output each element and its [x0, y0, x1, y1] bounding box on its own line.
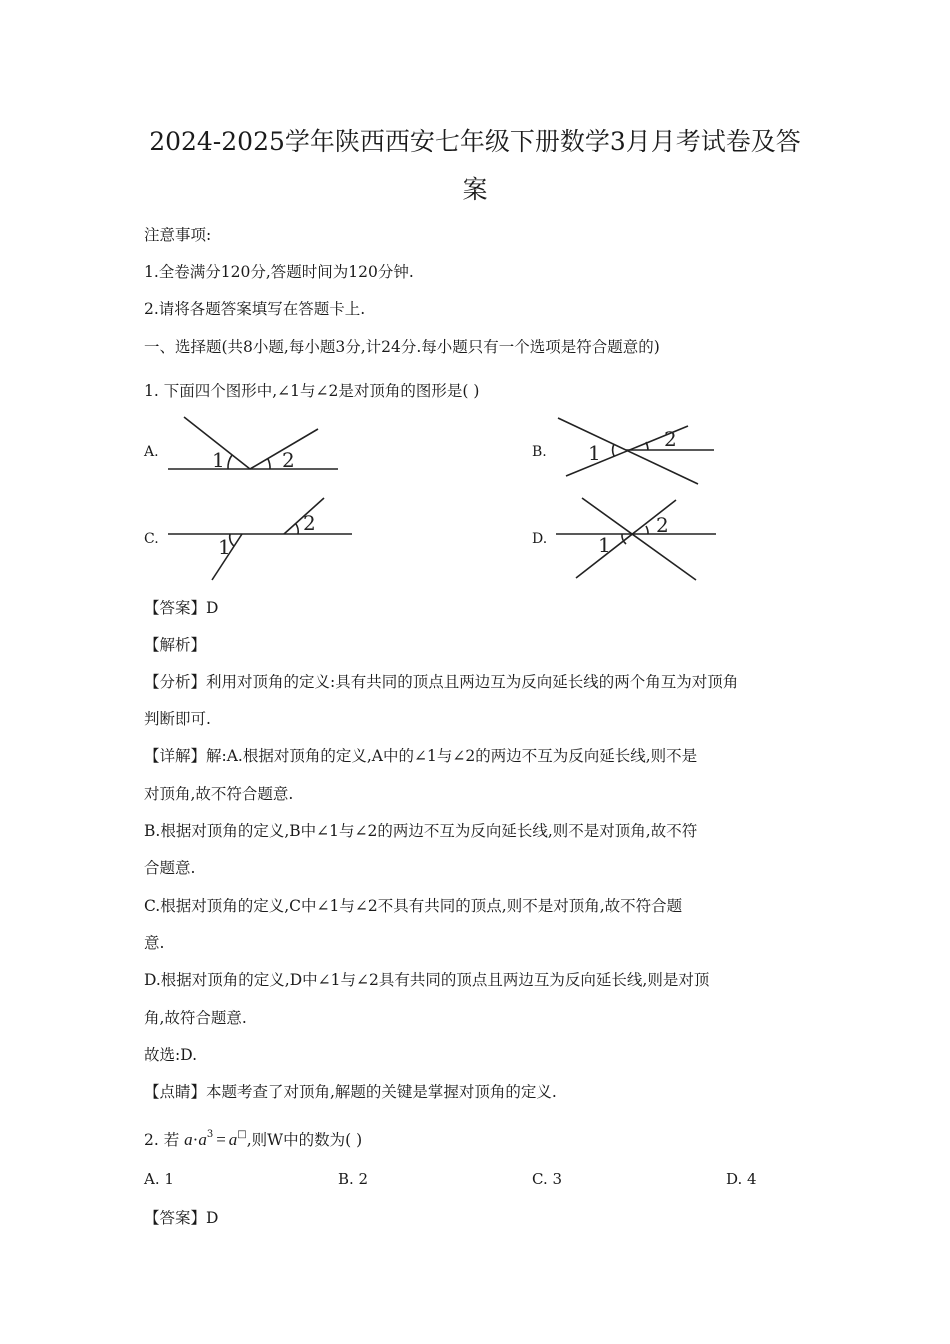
angle-1-symbol: ∠1: [316, 897, 340, 915]
section-heading: 一、选择题(共8小题,每小题3分,计24分.每小题只有一个选项是符合题意的): [144, 338, 660, 356]
q1-detail-a-pre: 【详解】解:A.根据对顶角的定义,A中的: [144, 747, 414, 765]
q1-answer: 【答案】D: [144, 599, 219, 617]
figure-d: [552, 492, 722, 584]
q1-detail-d-post: 具有共同的顶点且两边互为反向延长线,则是对顶: [378, 971, 710, 989]
figure-d-label-1: 1: [598, 533, 611, 557]
angle-1-symbol: ∠1: [413, 747, 437, 765]
angle-2-symbol: ∠2: [315, 382, 339, 400]
q2-choice-d: D. 4: [726, 1170, 757, 1188]
q1-comment: 【点睛】本题考查了对顶角,解题的关键是掌握对顶角的定义.: [144, 1083, 557, 1101]
option-b-label: B.: [532, 444, 547, 460]
q1-detail-b-post: 的两边不互为反向延长线,则不是对顶角,故不符: [377, 822, 698, 840]
page-title-line2: 案: [462, 175, 488, 204]
option-d-label: D.: [532, 531, 548, 547]
figure-a-label-1: 1: [212, 448, 225, 472]
figure-b-label-1: 1: [588, 441, 601, 465]
figure-c-arc-2: [296, 524, 298, 534]
q1-with: 与: [436, 747, 453, 765]
angle-2-symbol: ∠2: [354, 897, 378, 915]
angle-1-symbol: ∠1: [317, 971, 341, 989]
q1-fenxi-line1: 【分析】利用对顶角的定义:具有共同的顶点且两边互为反向延长线的两个角互为对顶角: [144, 673, 739, 691]
q1-detail-d-pre: D.根据对顶角的定义,D中: [144, 971, 318, 989]
q1-detail-a-line1: [144, 745, 697, 767]
figure-b-arc-1: [613, 444, 614, 456]
math-exponent-3: 3: [206, 1129, 214, 1140]
figure-b-label-2: 2: [664, 427, 677, 451]
q2-answer: 【答案】D: [144, 1209, 219, 1227]
figure-a-label-2: 2: [282, 448, 295, 472]
q1-detail-c-line2: 意.: [144, 934, 165, 952]
question-2-stem: [144, 1124, 362, 1151]
q1-analysis-heading: 【解析】: [144, 636, 207, 654]
math-exponent-box: □: [237, 1129, 247, 1140]
q2-choice-c: C. 3: [532, 1170, 563, 1188]
angle-2-symbol: ∠2: [354, 822, 378, 840]
math-rhs-base: a: [228, 1130, 238, 1149]
question-1-with: 与: [300, 382, 316, 400]
math-a3-base: a: [198, 1130, 207, 1149]
question-2-suffix: ,则W中的数为( ): [246, 1131, 363, 1149]
q1-detail-a-post: 的两边不互为反向延长线,则不是: [475, 747, 698, 765]
q1-detail-d-line1: [144, 969, 709, 991]
question-1-stem: [144, 380, 479, 402]
q1-conclusion: 故选:D.: [144, 1046, 198, 1064]
figure-c: [160, 490, 360, 585]
page-title-line1: 2024-2025学年陕西西安七年级下册数学3月月考试卷及答: [149, 127, 801, 156]
figure-c-label-2: 2: [303, 511, 316, 535]
figure-d-line-2: [576, 500, 676, 578]
option-c-label: C.: [144, 531, 159, 547]
q1-detail-b-line1: [144, 820, 697, 842]
angle-1-symbol: ∠1: [316, 822, 339, 840]
figure-b: [548, 410, 728, 490]
q1-detail-c-pre: C.根据对顶角的定义,C中: [144, 897, 317, 915]
figure-d-arc-2: [646, 526, 648, 534]
note-1: 1.全卷满分120分,答题时间为120分钟.: [144, 263, 414, 281]
q1-fenxi-line2: 判断即可.: [144, 710, 211, 728]
angle-2-symbol: ∠2: [452, 747, 476, 765]
option-a-label: A.: [144, 444, 159, 460]
figure-a: [160, 405, 360, 485]
angle-2-symbol: ∠2: [356, 971, 379, 989]
figure-a-arc-1: [228, 455, 232, 469]
q1-detail-b-pre: B.根据对顶角的定义,B中: [144, 822, 317, 840]
q2-choice-a: A. 1: [144, 1170, 174, 1188]
q1-detail-b-line2: 合题意.: [144, 859, 196, 877]
q1-with: 与: [339, 822, 355, 840]
q1-with: 与: [339, 897, 355, 915]
q1-detail-d-line2: 角,故符合题意.: [144, 1009, 247, 1027]
notes-heading: 注意事项:: [144, 226, 212, 244]
q1-with: 与: [340, 971, 357, 989]
question-1-prefix: 1. 下面四个图形中,: [144, 382, 278, 400]
figure-c-label-1: 1: [218, 535, 231, 559]
question-2-prefix: 2. 若: [144, 1131, 180, 1149]
q2-choice-b: B. 2: [338, 1170, 369, 1188]
angle-1-symbol: ∠1: [277, 382, 301, 400]
q1-detail-c-post: 不具有共同的顶点,则不是对顶角,故不符合题: [377, 897, 683, 915]
q1-detail-c-line1: [144, 895, 682, 917]
math-dot: ·: [192, 1130, 199, 1149]
note-2: 2.请将各题答案填写在答题卡上.: [144, 300, 366, 318]
figure-a-arc-2: [268, 459, 270, 469]
math-equals: =: [216, 1130, 226, 1149]
figure-d-label-2: 2: [656, 513, 669, 537]
question-1-suffix: 是对顶角的图形是( ): [338, 382, 480, 400]
math-a: a: [184, 1130, 193, 1149]
q1-detail-a-line2: 对顶角,故不符合题意.: [144, 785, 294, 803]
